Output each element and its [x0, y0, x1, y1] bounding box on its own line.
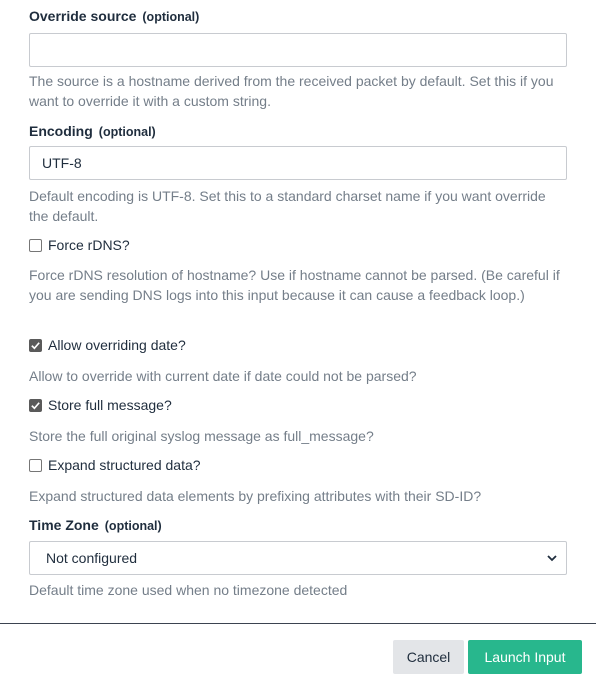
- allow-override-date-help: Allow to override with current date if date could not be parsed?: [29, 368, 417, 384]
- expand-structured-label: Expand structured data?: [48, 457, 201, 473]
- encoding-input[interactable]: [29, 146, 567, 180]
- checkbox-checked-icon[interactable]: [29, 399, 42, 412]
- expand-structured-help: Expand structured data elements by prefixing attributes with their SD-ID?: [29, 488, 482, 504]
- override-source-help: The source is a hostname derived from the received packet by default. Set this if you want to override it with a custom string.: [29, 73, 554, 109]
- expand-structured-checkbox[interactable]: [29, 457, 201, 473]
- optional-tag: (optional): [98, 125, 156, 139]
- chevron-down-icon: [546, 552, 558, 564]
- force-rdns-help: Force rDNS resolution of hostname? Use if hostname cannot be parsed. (Be careful if you are sending DNS logs into this input because it can cause a feedback loop.): [29, 267, 560, 303]
- allow-override-date-checkbox[interactable]: [29, 337, 186, 353]
- force-rdns-label: Force rDNS?: [48, 237, 130, 253]
- store-full-message-checkbox[interactable]: [29, 397, 172, 413]
- allow-override-date-label: Allow overriding date?: [48, 337, 186, 353]
- encoding-label: Encoding (optional): [29, 123, 156, 139]
- store-full-message-label: Store full message?: [48, 397, 172, 413]
- time-zone-label: Time Zone (optional): [29, 517, 162, 533]
- footer-divider: [0, 623, 596, 624]
- store-full-message-help: Store the full original syslog message as full_message?: [29, 428, 374, 444]
- force-rdns-checkbox[interactable]: [29, 237, 130, 253]
- encoding-help: Default encoding is UTF-8. Set this to a standard charset name if you want override the default.: [29, 188, 546, 224]
- override-source-label: Override source (optional): [29, 8, 200, 24]
- checkbox-unchecked-icon[interactable]: [29, 239, 42, 252]
- time-zone-select[interactable]: [29, 541, 567, 575]
- launch-input-button[interactable]: Launch Input: [468, 640, 582, 674]
- time-zone-help: Default time zone used when no timezone detected: [29, 582, 348, 598]
- optional-tag: (optional): [142, 10, 200, 24]
- override-source-input[interactable]: [29, 33, 567, 67]
- checkbox-unchecked-icon[interactable]: [29, 459, 42, 472]
- time-zone-selected: Not configured: [46, 550, 138, 566]
- optional-tag: (optional): [104, 519, 162, 533]
- cancel-button[interactable]: Cancel: [393, 640, 464, 674]
- checkbox-checked-icon[interactable]: [29, 339, 42, 352]
